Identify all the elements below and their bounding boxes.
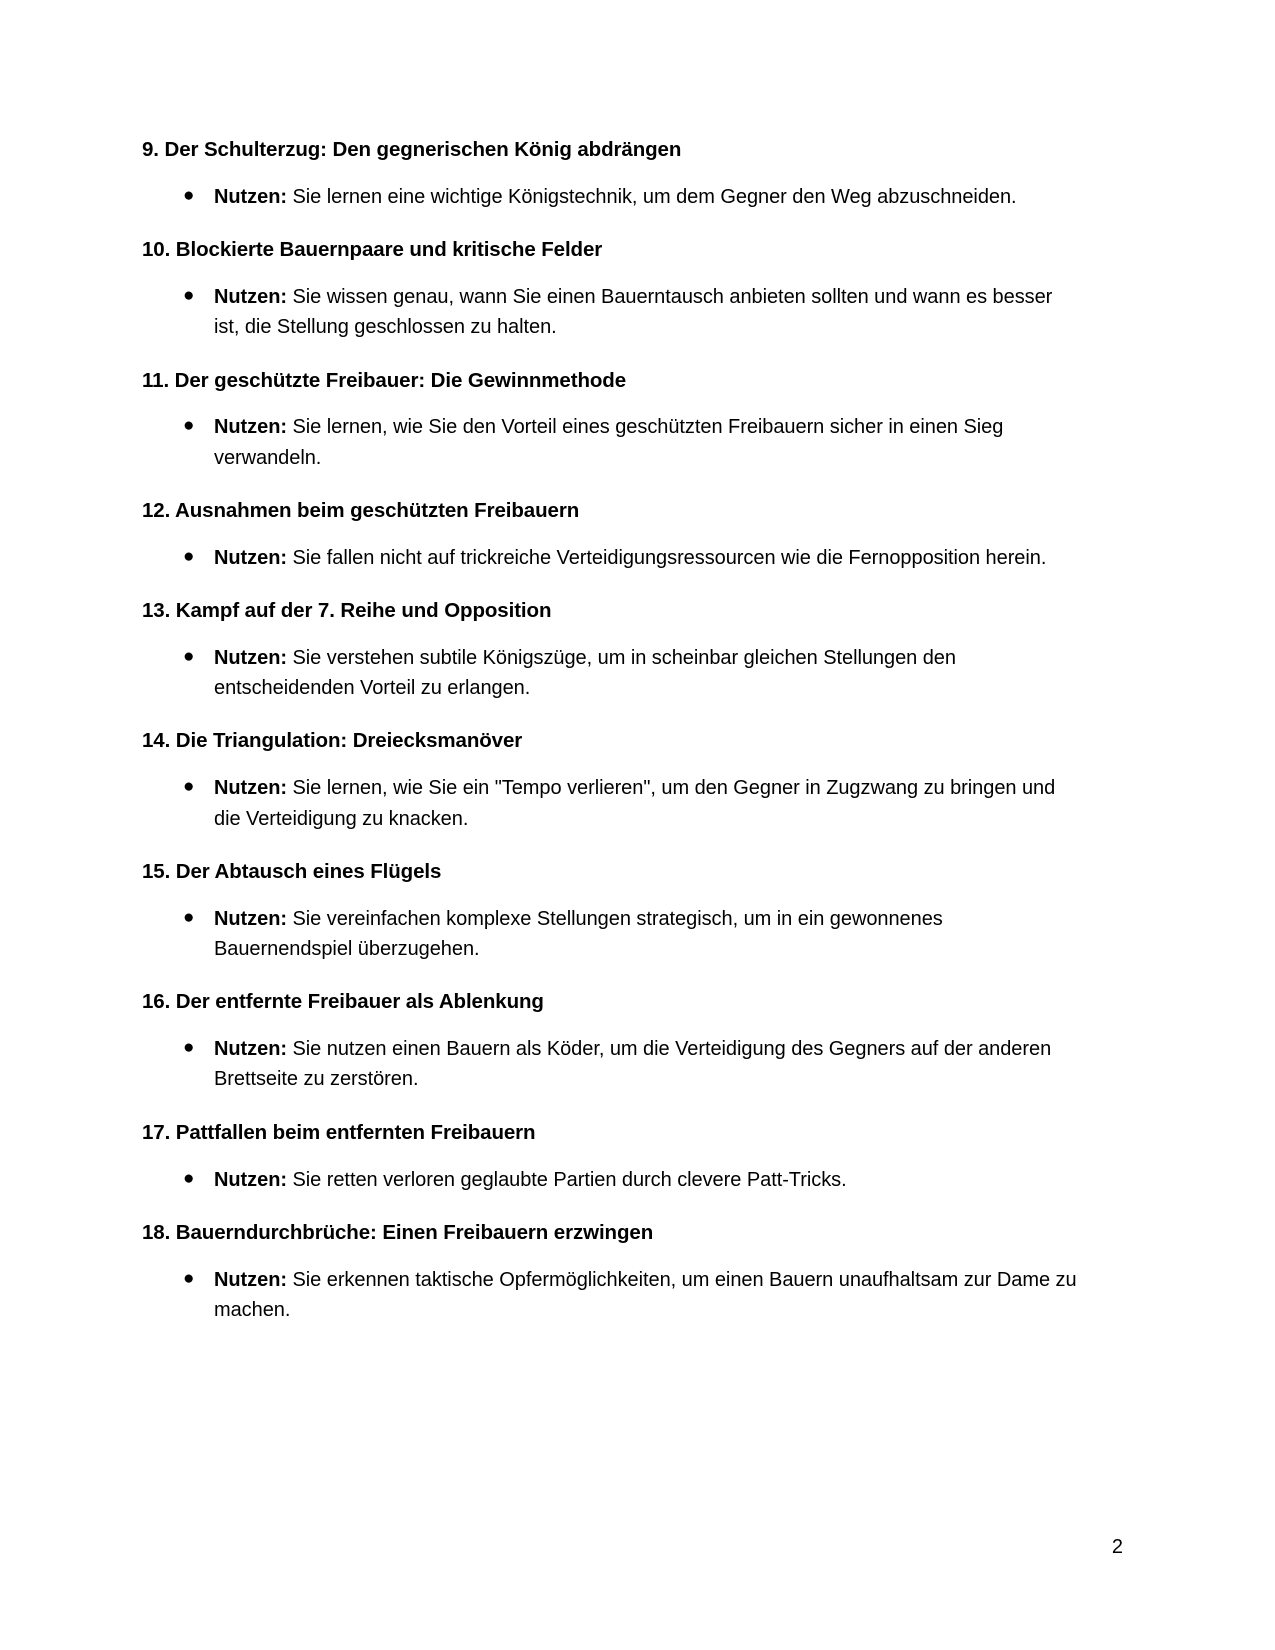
spacer: [142, 755, 1077, 773]
benefit-description: Sie erkennen taktische Opfermöglichkeiten, um einen Bauern unaufhaltsam zur Dame zu machen.: [214, 1268, 1077, 1321]
spacer: [142, 703, 1077, 727]
section-heading: 10. Blockierte Bauernpaare und kritische Felder: [142, 238, 603, 262]
spacer: [142, 625, 1077, 643]
benefit-description: Sie lernen eine wichtige Königstechnik, um dem Gegner den Weg abzuschneiden.: [286, 185, 1017, 208]
benefit-label: Nutzen:: [214, 1168, 287, 1191]
benefit-description: Sie fallen nicht auf trickreiche Verteidigungsressourcen wie die Fernopposition herein.: [286, 546, 1047, 569]
benefit-description: Sie lernen, wie Sie ein "Tempo verlieren", um den Gegner in Zugzwang zu bringen und die Verteidigung zu knacken.: [214, 777, 1056, 830]
benefit-label: Nutzen:: [214, 1268, 287, 1291]
spacer: [142, 1195, 1077, 1219]
benefit-label: Nutzen:: [214, 285, 287, 308]
outline-section: [142, 727, 1077, 857]
benefit-label: Nutzen:: [214, 185, 287, 208]
benefit-label: Nutzen:: [214, 1038, 287, 1061]
section-heading: 16. Der entfernte Freibauer als Ablenkung: [142, 990, 544, 1014]
benefit-text: [214, 773, 1077, 834]
benefit-bullet: [142, 543, 1077, 573]
benefit-label: Nutzen:: [214, 646, 287, 669]
bullet-point-icon: ●: [183, 184, 195, 206]
benefit-label: Nutzen:: [214, 907, 287, 930]
section-heading: 18. Bauerndurchbrüche: Einen Freibauern erzwingen: [142, 1220, 654, 1244]
spacer: [142, 394, 1077, 412]
bullet-point-icon: ●: [183, 415, 195, 437]
outline-section: [142, 136, 1077, 236]
spacer: [142, 473, 1077, 497]
spacer: [142, 264, 1077, 282]
spacer: [142, 212, 1077, 236]
benefit-text: [214, 182, 1077, 212]
section-heading: 11. Der geschützte Freibauer: Die Gewinnmethode: [142, 368, 627, 392]
spacer: [142, 573, 1077, 597]
spacer: [142, 343, 1077, 367]
spacer: [142, 164, 1077, 182]
benefit-description: Sie vereinfachen komplexe Stellungen strategisch, um in ein gewonnenes Bauernendspiel überzugehen.: [214, 907, 943, 960]
outline-section: [142, 1119, 1077, 1219]
spacer: [142, 964, 1077, 988]
spacer: [142, 1247, 1077, 1265]
section-heading: 17. Pattfallen beim entfernten Freibauern: [142, 1120, 536, 1144]
outline-section: [142, 236, 1077, 366]
outline-section: [142, 367, 1077, 497]
benefit-bullet: [142, 643, 1077, 704]
spacer: [142, 886, 1077, 904]
bullet-point-icon: ●: [183, 1167, 195, 1189]
bullet-point-icon: ●: [183, 1037, 195, 1059]
section-heading: 9. Der Schulterzug: Den gegnerischen König abdrängen: [142, 138, 682, 161]
section-heading: 15. Der Abtausch eines Flügels: [142, 859, 442, 883]
spacer: [142, 834, 1077, 858]
outline-section: [142, 858, 1077, 988]
benefit-bullet: [142, 904, 1077, 965]
outline-section: [142, 597, 1077, 727]
spacer: [142, 1016, 1077, 1034]
benefit-text: [214, 1165, 1077, 1195]
benefit-label: Nutzen:: [214, 416, 287, 439]
bullet-point-icon: ●: [183, 284, 195, 306]
benefit-bullet: [142, 1165, 1077, 1195]
document-body: [142, 136, 1077, 1325]
benefit-bullet: [142, 1034, 1077, 1095]
benefit-description: Sie wissen genau, wann Sie einen Bauerntausch anbieten sollten und wann es besser ist, die Stellung geschlossen zu halten.: [214, 285, 1053, 339]
benefit-description: Sie lernen, wie Sie den Vorteil eines geschützten Freibauern sicher in einen Sieg verwandeln.: [214, 416, 1004, 469]
benefit-text: [214, 543, 1077, 573]
outline-section: [142, 988, 1077, 1118]
benefit-bullet: [142, 182, 1077, 212]
bullet-point-icon: ●: [183, 645, 195, 667]
outline-section: [142, 497, 1077, 597]
benefit-text: [214, 643, 1077, 704]
benefit-bullet: [142, 773, 1077, 834]
spacer: [142, 1147, 1077, 1165]
spacer: [142, 1095, 1077, 1119]
benefit-text: [214, 1265, 1077, 1326]
benefit-text: [214, 282, 1077, 343]
benefit-description: Sie retten verloren geglaubte Partien durch clevere Patt-Tricks.: [286, 1168, 847, 1191]
benefit-label: Nutzen:: [214, 546, 287, 569]
outline-section: [142, 1219, 1077, 1325]
bullet-point-icon: ●: [183, 776, 195, 798]
section-heading: 12. Ausnahmen beim geschützten Freibauern: [142, 498, 580, 522]
benefit-bullet: [142, 412, 1077, 473]
benefit-text: [214, 1034, 1077, 1095]
page-number: 2: [1111, 1536, 1123, 1558]
section-heading: 14. Die Triangulation: Dreiecksmanöver: [142, 729, 523, 753]
bullet-point-icon: ●: [183, 906, 195, 928]
benefit-text: [214, 904, 1077, 965]
benefit-description: Sie verstehen subtile Königszüge, um in scheinbar gleichen Stellungen den entscheidenden Vorteil zu erlangen.: [214, 646, 956, 700]
spacer: [142, 525, 1077, 543]
section-heading: 13. Kampf auf der 7. Reihe und Opposition: [142, 599, 552, 623]
bullet-point-icon: ●: [183, 1267, 195, 1289]
bullet-point-icon: ●: [183, 545, 195, 567]
benefit-bullet: [142, 282, 1077, 343]
benefit-bullet: [142, 1265, 1077, 1326]
benefit-description: Sie nutzen einen Bauern als Köder, um die Verteidigung des Gegners auf der anderen Brettseite zu zerstören.: [214, 1038, 1052, 1091]
benefit-text: [214, 412, 1077, 473]
benefit-label: Nutzen:: [214, 777, 287, 800]
